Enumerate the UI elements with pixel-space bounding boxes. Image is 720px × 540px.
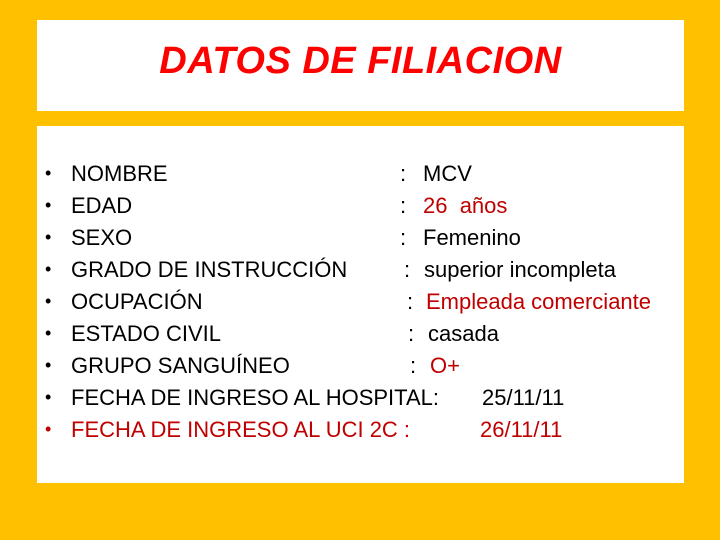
item-label: EDAD bbox=[71, 193, 133, 218]
item-value: Femenino bbox=[423, 225, 521, 250]
item-separator: : bbox=[410, 353, 417, 378]
page-title: DATOS DE FILIACION bbox=[159, 40, 562, 82]
item-value: 25/11/11 bbox=[482, 385, 565, 410]
item-separator: : bbox=[400, 225, 407, 250]
bullet-icon: • bbox=[45, 195, 52, 215]
bullet-icon: • bbox=[45, 291, 52, 311]
item-label: SEXO bbox=[71, 225, 133, 250]
content-panel bbox=[37, 126, 684, 483]
title-panel bbox=[37, 20, 684, 111]
item-value: 26 años bbox=[423, 193, 508, 218]
item-separator: : bbox=[408, 321, 415, 346]
bullet-icon: • bbox=[45, 419, 52, 439]
item-separator: : bbox=[400, 193, 407, 218]
bullet-icon: • bbox=[45, 323, 52, 343]
item-value: 26/11/11 bbox=[480, 417, 563, 442]
bullet-icon: • bbox=[45, 227, 52, 247]
item-value: casada bbox=[428, 321, 499, 346]
item-separator: : bbox=[407, 289, 414, 314]
item-label: NOMBRE bbox=[71, 161, 168, 186]
item-label: GRADO DE INSTRUCCIÓN bbox=[71, 257, 348, 282]
item-value: O+ bbox=[430, 353, 460, 378]
item-label: FECHA DE INGRESO AL UCI 2C : bbox=[71, 417, 411, 442]
item-value: Empleada comerciante bbox=[426, 289, 652, 314]
item-label: ESTADO CIVIL bbox=[71, 321, 221, 346]
item-separator: : bbox=[400, 161, 407, 186]
bullet-icon: • bbox=[45, 163, 52, 183]
bullet-icon: • bbox=[45, 259, 52, 279]
bullet-icon: • bbox=[45, 387, 52, 407]
item-label: FECHA DE INGRESO AL HOSPITAL: bbox=[71, 385, 439, 410]
item-separator: : bbox=[404, 257, 411, 282]
bullet-icon: • bbox=[45, 355, 52, 375]
item-label: OCUPACIÓN bbox=[71, 289, 203, 314]
item-value: MCV bbox=[423, 161, 472, 186]
item-value: superior incompleta bbox=[424, 257, 616, 282]
item-label: GRUPO SANGUÍNEO bbox=[71, 353, 290, 378]
